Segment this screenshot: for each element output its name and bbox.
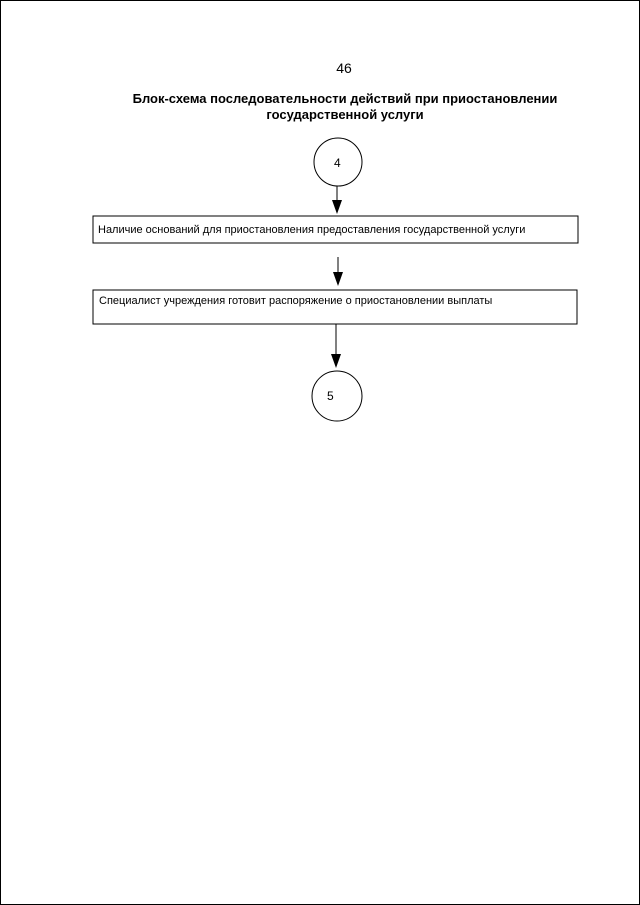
arrow-to-end (331, 324, 341, 368)
title-line-1: Блок-схема последовательности действий при приостановлении (132, 91, 558, 106)
end-connector-circle (312, 371, 362, 421)
arrow-to-step-2 (333, 257, 343, 286)
arrow-to-step-1 (332, 186, 342, 214)
end-connector-label: 5 (327, 389, 334, 403)
title-line-2: государственной услуги (266, 107, 424, 122)
step-1-label: Наличие оснований для приостановления предоставления государственной услуги (98, 224, 526, 236)
end-connector (312, 371, 362, 421)
start-connector-label: 4 (334, 156, 341, 170)
step-2-label: Специалист учреждения готовит распоряжение о приостановлении выплаты (99, 295, 493, 307)
start-connector (314, 138, 362, 186)
page-number: 46 (336, 60, 352, 76)
